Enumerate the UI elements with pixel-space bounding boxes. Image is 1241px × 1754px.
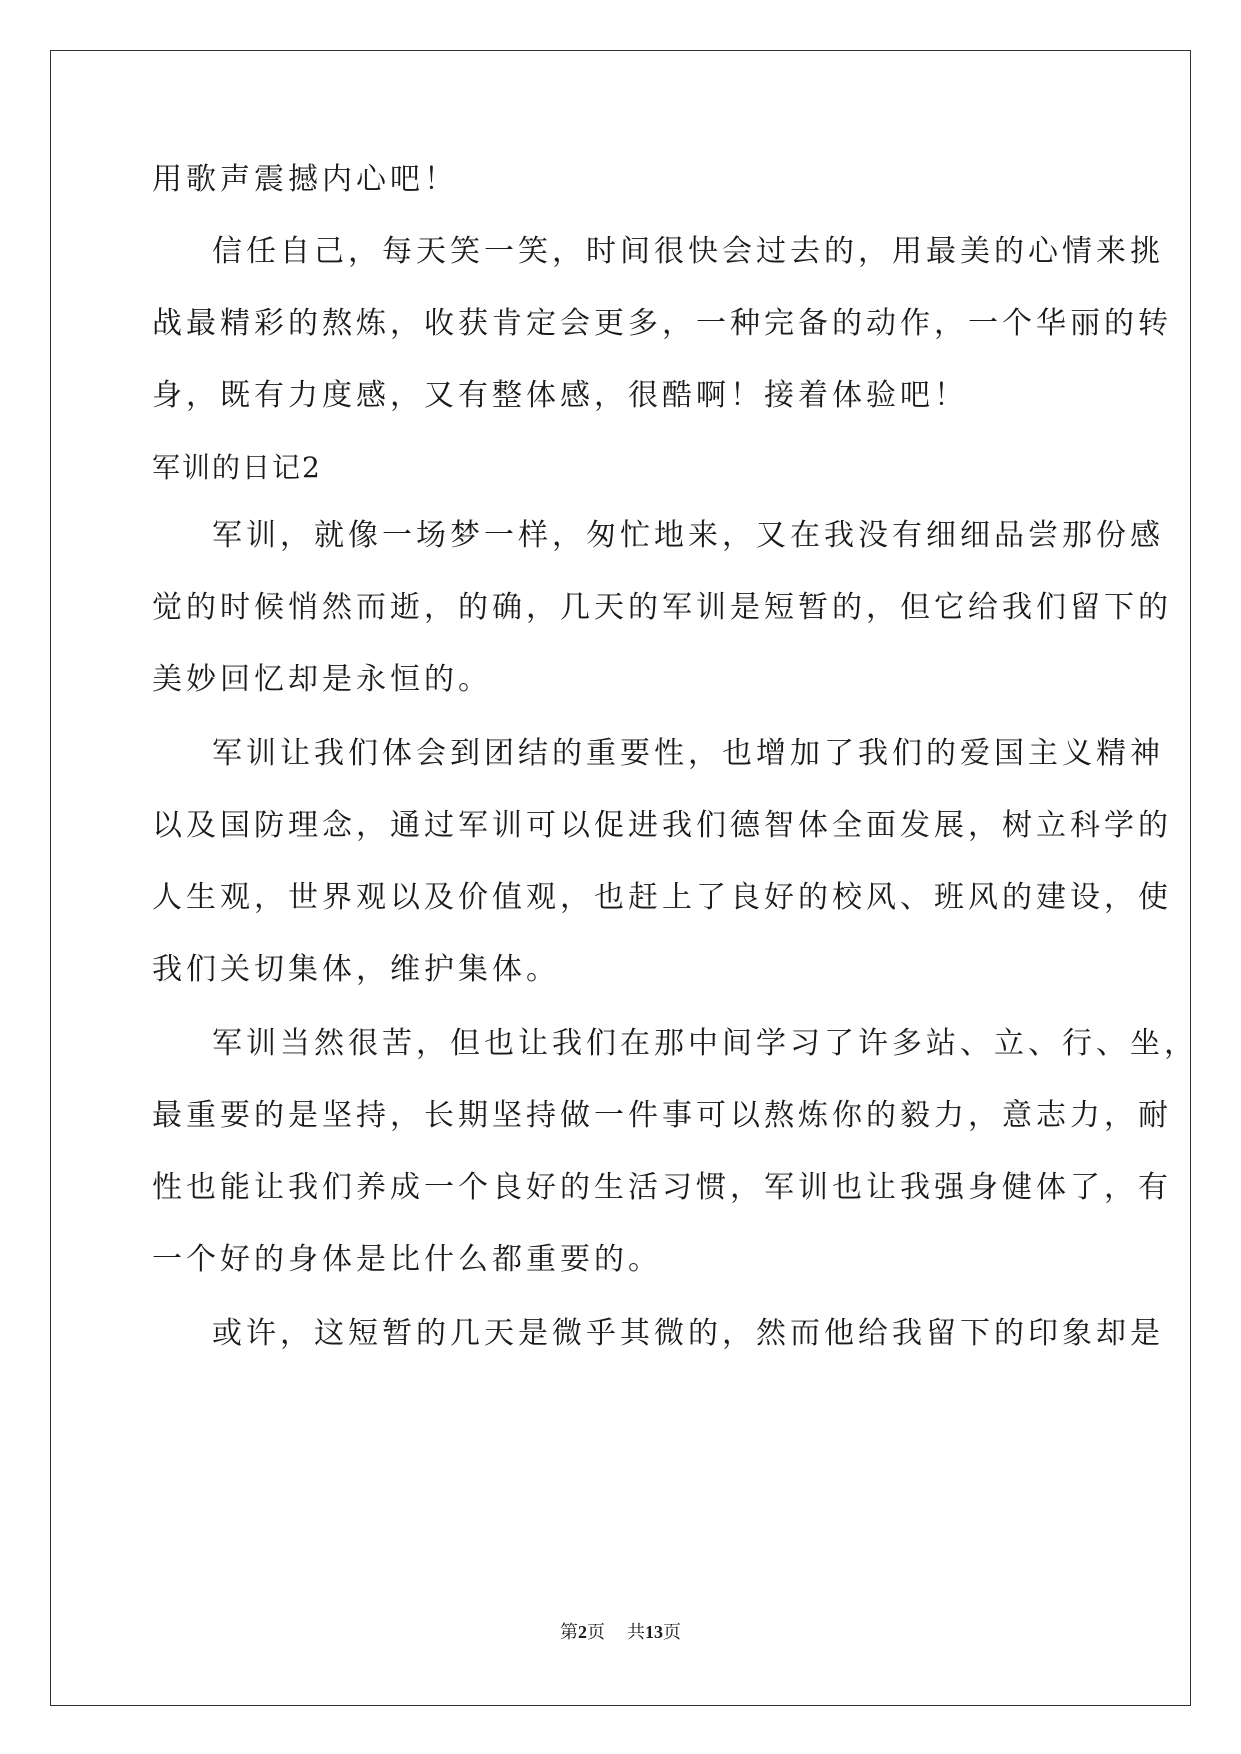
paragraph-first-line: 或许，这短暂的几天是微乎其微的，然而他给我留下的印象却是	[212, 1316, 1164, 1351]
total-suffix: 页	[663, 1622, 681, 1643]
text-line: 身，既有力度感，又有整体感，很酷啊！接着体验吧！	[152, 378, 968, 413]
paragraph-first-line: 信任自己，每天笑一笑，时间很快会过去的，用最美的心情来挑	[212, 234, 1164, 269]
text-line: 我们关切集体，维护集体。	[152, 952, 560, 987]
text-line: 用歌声震撼内心吧！	[152, 162, 458, 197]
paragraph-first-line: 军训让我们体会到团结的重要性，也增加了我们的爱国主义精神	[212, 736, 1164, 771]
text-line: 一个好的身体是比什么都重要的。	[152, 1242, 662, 1277]
text-line: 美妙回忆却是永恒的。	[152, 662, 492, 697]
text-line: 最重要的是坚持，长期坚持做一件事可以熬炼你的毅力，意志力，耐	[152, 1098, 1172, 1133]
text-line: 性也能让我们养成一个良好的生活习惯，军训也让我强身健体了，有	[152, 1170, 1172, 1205]
text-line: 人生观，世界观以及价值观，也赶上了良好的校风、班风的建设，使	[152, 880, 1172, 915]
total-prefix: 共	[627, 1622, 645, 1643]
text-line: 以及国防理念，通过军训可以促进我们德智体全面发展，树立科学的	[152, 808, 1172, 843]
text-line: 战最精彩的熬炼，收获肯定会更多，一种完备的动作，一个华丽的转	[152, 306, 1172, 341]
paragraph-first-line: 军训当然很苦，但也让我们在那中间学习了许多站、立、行、坐，	[212, 1026, 1198, 1061]
paragraph-first-line: 军训，就像一场梦一样，匆忙地来，又在我没有细细品尝那份感	[212, 518, 1164, 553]
text-line: 觉的时候悄然而逝，的确，几天的军训是短暂的，但它给我们留下的	[152, 590, 1172, 625]
section-heading: 军训的日记2	[152, 451, 322, 484]
page-number: 2	[578, 1622, 587, 1642]
page-suffix: 页	[587, 1622, 605, 1643]
page-footer	[0, 1620, 1241, 1645]
total-pages: 13	[645, 1622, 663, 1642]
page-prefix: 第	[560, 1622, 578, 1643]
